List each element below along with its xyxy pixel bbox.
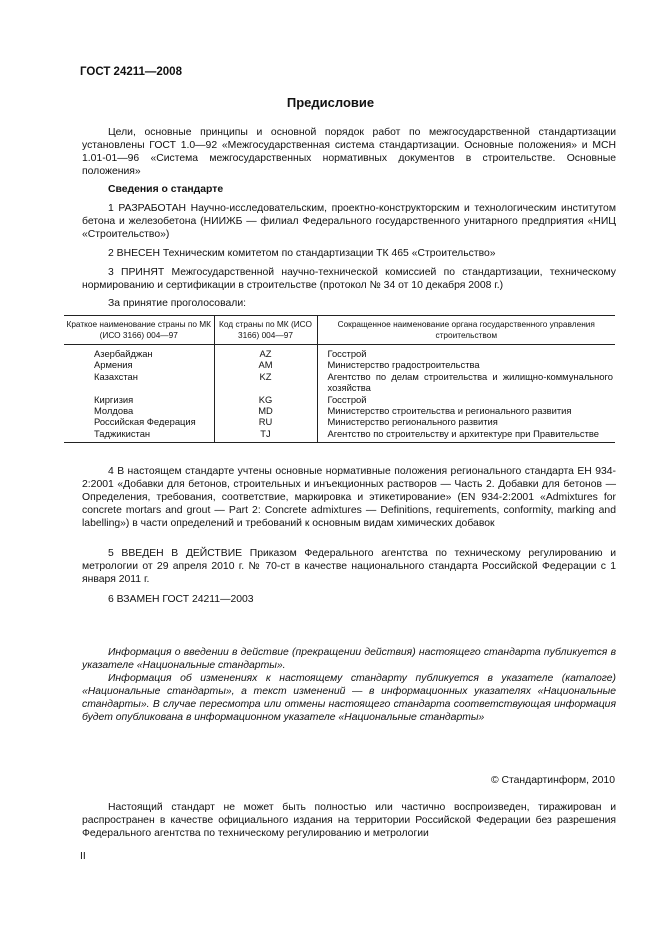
table-row	[64, 405, 615, 416]
standard-info-block	[82, 183, 616, 196]
item-3-block	[82, 266, 616, 292]
code-cell: RU	[214, 416, 317, 427]
item-1-block	[82, 202, 616, 241]
authority-cell: Министерство строительства и регионального развития	[317, 405, 615, 416]
header-country-code: Код страны по МК (ИСО 3166) 004—97	[214, 316, 317, 345]
country-cell: Армения	[94, 359, 133, 371]
code-cell: MD	[214, 405, 317, 416]
legal-notice: Настоящий стандарт не может быть полностью или частично воспроизведен, тиражирован и распространен в качестве официального издания на территории Российской Федерации без разрешения Федерального агентства по техническому регулированию и метрологии	[82, 802, 616, 839]
country-cell: Азербайджан	[94, 348, 153, 359]
intro-paragraph: Цели, основные принципы и основной порядок работ по межгосударственной стандартизации установлены ГОСТ 1.0—92 «Межгосударственная система стандартизации. Основные положения» и МСН 1.01-01—96 «Система межгосударственных нормативных документов в строительстве. Основные положения»	[82, 127, 616, 177]
section-heading: Сведения о стандарте	[108, 184, 224, 195]
table-row	[64, 345, 615, 360]
item-1-developed: 1 РАЗРАБОТАН Научно-исследовательским, проектно-конструкторским и технологическим институтом бетона и железобетона (НИИЖБ — филиал Федерального государственного унитарного предприятия «НИЦ «Строительство»)	[82, 203, 616, 240]
code-cell: AZ	[214, 345, 317, 360]
authority-cell: Агентство по делам строительства и жилищно-коммунального хозяйства	[317, 371, 615, 394]
item-4-block	[82, 465, 616, 530]
table-row	[64, 428, 615, 443]
country-cell: Киргизия	[94, 393, 134, 405]
table-header-row	[64, 316, 615, 345]
page-title: Предисловие	[286, 95, 375, 110]
legal-block	[82, 801, 616, 840]
item-6-block	[82, 593, 616, 606]
table-row	[64, 416, 615, 427]
country-cell: Российская Федерация	[94, 416, 196, 428]
table-row	[64, 359, 615, 370]
voted-block	[82, 297, 616, 310]
copyright-line: © Стандартинформ, 2010	[490, 775, 615, 786]
voting-countries-table	[64, 315, 615, 443]
notice-paragraph-1: Информация о введении в действие (прекращении действия) настоящего стандарта публикуется в указателе «Национальные стандарты».	[82, 647, 616, 671]
code-cell: KZ	[214, 371, 317, 394]
authority-cell: Министерство регионального развития	[317, 416, 615, 427]
header-authority: Сокращенное наименование органа государственного управления строительством	[317, 316, 615, 345]
voted-label: За принятие проголосовали:	[108, 298, 247, 309]
page-number: II	[80, 851, 86, 862]
country-cell: Таджикистан	[64, 428, 214, 443]
authority-cell: Агентство по строительству и архитектуре при Правительстве	[317, 428, 615, 443]
notice-paragraph-2: Информация об изменениях к настоящему стандарту публикуется в указателе (каталоге) «Национальные стандарты», а текст изменений — в информационных указателях «Национальные стандарты». В случае пересмотра или отмены настоящего стандарта соответствующая информация будет опубликована в информационном указателе «Национальные стандарты»	[82, 673, 616, 723]
item-5-block	[82, 547, 616, 586]
authority-cell: Госстрой	[317, 345, 615, 360]
item-6-replaces: 6 ВЗАМЕН ГОСТ 24211—2003	[108, 594, 254, 605]
authority-cell: Министерство градостроительства	[317, 359, 615, 370]
item-4-regional-standard: 4 В настоящем стандарте учтены основные нормативные положения регионального стандарта ЕН 934-2:2001 «Добавки для бетонов, строительных и инъекционных растворов — Часть 2. Добавки для бетонов — Определения, требования, соответствие, маркировка и этикетирование» (EN 934-2:2001 «Admixtures for concrete mortars and grout — Part 2: Concrete admixtures — Definitions, requirements, conformity, marking and labelling») в части определений и требований к основным видам химических добавок	[82, 466, 616, 529]
country-cell: Молдова	[94, 405, 134, 417]
code-cell: AM	[214, 359, 317, 370]
intro-block	[82, 126, 616, 178]
publication-notice	[82, 646, 616, 724]
document-code-header: ГОСТ 24211—2008	[80, 66, 182, 78]
item-3-adopted: 3 ПРИНЯТ Межгосударственной научно-технической комиссией по стандартизации, техническому нормированию и сертификации в строительстве (протокол № 34 от 10 декабря 2008 г.)	[82, 267, 616, 291]
table-row	[64, 394, 615, 405]
authority-cell: Госстрой	[317, 394, 615, 405]
code-cell: KG	[214, 394, 317, 405]
item-2-block	[82, 247, 616, 260]
item-5-enacted: 5 ВВЕДЕН В ДЕЙСТВИЕ Приказом Федерального агентства по техническому регулированию и метрологии от 29 апреля 2010 г. № 70-ст в качестве национального стандарта Российской Федерации с 1 января 2011 г.	[82, 548, 616, 585]
code-cell: TJ	[214, 428, 317, 443]
table-row	[64, 371, 615, 394]
item-2-introduced: 2 ВНЕСЕН Техническим комитетом по стандартизации ТК 465 «Строительство»	[108, 248, 496, 259]
header-country-name: Краткое наименование страны по МК (ИСО 3166) 004—97	[64, 316, 214, 345]
country-cell: Казахстан	[94, 370, 138, 382]
